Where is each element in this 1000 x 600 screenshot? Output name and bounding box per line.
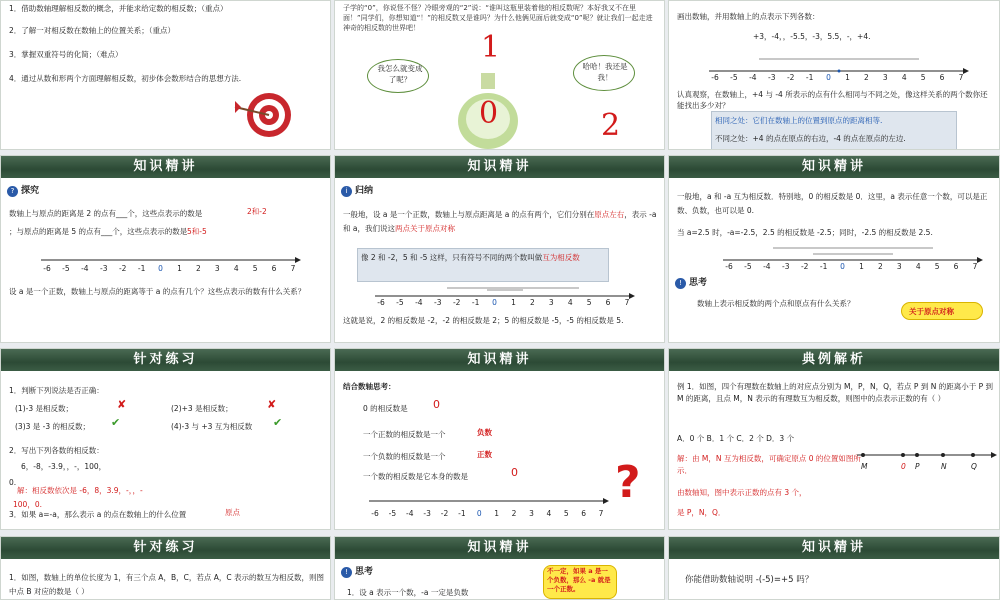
axis-tick-label: -4	[406, 509, 414, 518]
axis-tick-label: 2	[877, 262, 883, 271]
axis-tick-label: 4	[901, 73, 907, 82]
numbers-line: +3，-4，，-5.5，-3，5.5，-，+4.	[753, 32, 871, 41]
think-icon: !	[675, 278, 686, 289]
slide-practice-2[interactable]	[0, 536, 331, 600]
q1-a-mark: ✘	[117, 398, 127, 411]
bubble-left-text: 我怎么就变成了呢？	[377, 64, 423, 84]
axis-tick-label: -3	[100, 264, 108, 273]
slide-explain[interactable]	[668, 536, 1000, 600]
axis-tick-label: 6	[939, 73, 945, 82]
axis-tick-label: -2	[800, 262, 809, 271]
slide-draw-axis[interactable]	[668, 0, 1000, 150]
axis-tick-label: 1	[177, 264, 182, 273]
answer-1: 2和-2	[247, 207, 267, 216]
point-M: M	[861, 462, 868, 471]
diff-text: 不同之处：+4 的点在原点的右边，-4 的点在原点的左边.	[715, 134, 906, 143]
axis-tick-label: -5	[388, 509, 397, 518]
axis-tick-label: -2	[452, 298, 461, 307]
slide-header: 知识精讲	[335, 349, 664, 371]
axis-tick-label: 6	[271, 264, 277, 273]
summary-icon: i	[341, 186, 352, 197]
slide-header: 知识精讲	[669, 537, 999, 559]
question-1b: ；与原点的距离是 5 的点有___个，这些点表示的数是	[9, 227, 188, 236]
axis-tick-label: 2	[529, 298, 535, 307]
point-P: P	[915, 462, 920, 471]
axis-tick-label: -2	[440, 509, 449, 518]
axis-tick-label: -6	[377, 298, 385, 307]
axis-tick-label: 5	[252, 264, 258, 273]
think-question: 1．设 a 表示一个数，-a 一定是负数	[347, 588, 469, 597]
general-p1: 一般地，a 和 -a 互为相反数．特别地，0 的相反数是 0．这里，a 表示任意一个数，可以是正数、负数，也可以是 0.	[677, 192, 988, 215]
axis-tick-label: 2	[511, 509, 517, 518]
axis-intro: 画出数轴，并用数轴上的点表示下列各数：	[677, 12, 820, 21]
explain-question: 你能借助数轴说明 -(-5)=+5 吗？	[685, 575, 814, 585]
q1-a: (1)-3 是相反数；	[15, 404, 73, 413]
axis-tick-label: 0	[840, 262, 845, 271]
axis-tick-label: -3	[423, 509, 431, 518]
axis-tick-label: -2	[786, 73, 795, 82]
think-l3: 一个负数的相反数是一个	[363, 452, 446, 461]
axis-tick-label: -6	[43, 264, 51, 273]
slide-axis-think[interactable]	[334, 348, 665, 530]
story-text: 子学的“0”，你说怪不怪？冷眼旁观的“2”说：“谁叫这瓶里装着他的相反数呢？本好我又不在里面！”同学们，你想知道“！”的相反数又是谁吗？为什么他俩见面后就变成“0”呢？就让我们一起走进神奇的相反数的世界吧！	[343, 4, 653, 32]
axis-tick-label: 4	[567, 298, 573, 307]
big-one: 1	[481, 30, 501, 65]
axis-tick-label: -5	[62, 264, 70, 273]
axis-tick-label: 0	[826, 73, 831, 82]
axis-tick-label: 0	[158, 264, 163, 273]
big-zero: 0	[479, 96, 499, 131]
think-label: 思考	[689, 278, 708, 288]
axis-labels	[369, 509, 609, 519]
axis-tick-label: 1	[859, 262, 864, 271]
axis-tick-label: -1	[819, 262, 828, 271]
axis-labels	[375, 298, 635, 308]
q1-b: (2)+3 是相反数；	[171, 404, 233, 413]
axis-tick-label: 2	[863, 73, 869, 82]
solution-2: 由数轴知，图中表示正数的点有 3 个，	[677, 488, 807, 497]
slide-header: 知识精讲	[335, 537, 664, 559]
number-line	[369, 495, 609, 507]
slide-explore[interactable]	[0, 155, 331, 343]
summary-p2: 这就是说，2 的相反数是 -2，-2 的相反数是 2；5 的相反数是 -5，-5 的相反数是 5.	[343, 316, 624, 325]
summary-label: 归纳	[355, 186, 374, 196]
axis-tick-label: 3	[882, 73, 888, 82]
q1-c-mark: ✔	[111, 416, 121, 429]
slide-general[interactable]	[668, 155, 1000, 343]
target-icon	[231, 83, 291, 143]
summary-p1-red2: 两点关于原点对称	[394, 224, 455, 233]
point-0: 0	[901, 462, 906, 471]
axis-tick-label: -4	[763, 262, 771, 271]
objective-2: 2．了解一对相反数在数轴上的位置关系；（重点）	[9, 26, 176, 35]
q1-c: (3)3 是 -3 的相反数；	[15, 422, 91, 431]
general-p2: 当 a=2.5 时，-a=-2.5，2.5 的相反数是 -2.5；同时，-2.5 的相反数是 2.5.	[677, 228, 933, 237]
same-text: 相同之处：它们在数轴上的位置到原点的距离相等.	[715, 116, 883, 125]
axis-tick-label: 3	[529, 509, 534, 518]
axis-tick-label: -3	[782, 262, 790, 271]
axis-tick-label: -4	[749, 73, 757, 82]
axis-tick-label: 6	[953, 262, 959, 271]
summary-p1	[343, 208, 659, 236]
summary-p1-text: 一般地，设 a 是一个正数，数轴上与原点距离是 a 的点有两个，它们分别在	[343, 210, 595, 219]
solution-3: 是 P，N，Q．	[677, 508, 726, 517]
q1-d: (4)-3 与 +3 互为相反数	[171, 422, 253, 431]
point-N: N	[941, 462, 947, 471]
objective-4: 4．通过从数和形两个方面理解相反数，初步体会数形结合的思想方法.	[9, 74, 242, 83]
axis-tick-label: 5	[586, 298, 592, 307]
think-a3: 正数	[477, 450, 492, 459]
q2-stem: 2．写出下列各数的相反数：	[9, 446, 104, 455]
axis-labels	[41, 264, 301, 274]
objective-3: 3．掌握双重符号的化简；（难点）	[9, 50, 123, 59]
q3-stem: 3．如果 a=-a，那么表示 a 的点在数轴上的什么位置	[9, 510, 187, 519]
objective-1: 1．借助数轴理解相反数的概念，并能求给定数的相反数；（重点）	[9, 4, 228, 13]
q3-answer: 原点	[225, 508, 240, 517]
slide-story[interactable]	[334, 0, 665, 150]
axis-tick-label: 1	[511, 298, 516, 307]
axis-tick-label: -2	[118, 264, 127, 273]
slide-header: 知识精讲	[1, 156, 330, 178]
question-2: 设 a 是一个正数，数轴上与原点的距离等于 a 的点有几个？这些点表示的数有什么关系？	[9, 287, 306, 296]
question-mark-icon: ?	[615, 457, 641, 508]
axis-tick-label: -5	[730, 73, 738, 82]
big-two: 2	[601, 108, 621, 143]
axis-tick-label: 5	[563, 509, 569, 518]
answer-bubble-text: 不一定，如果 a 是一个负数，那么 -a 就是一个正数。	[547, 567, 611, 593]
think-a4: 0	[511, 466, 518, 479]
axis-tick-label: 7	[624, 298, 630, 307]
think-l2: 一个正数的相反数是一个	[363, 430, 446, 439]
practice-question: 1．如图，数轴上的单位长度为 1，有三个点 A，B，C，若点 A，C 表示的数互为相反数，则图中点 B 对应的数是（ ）	[9, 573, 324, 596]
q1-d-mark: ✔	[273, 416, 283, 429]
axis-tick-label: 4	[915, 262, 921, 271]
summary-p1-red: 原点左右	[594, 210, 625, 219]
definition-red: 互为相反数	[542, 253, 580, 262]
axis-tick-label: 4	[233, 264, 239, 273]
axis-tick-label: 0	[492, 298, 497, 307]
think-l4: 一个数的相反数是它本身的数是	[363, 472, 468, 481]
slide-header: 知识精讲	[335, 156, 664, 178]
slide-header: 针对练习	[1, 349, 330, 371]
axis-tick-label: -1	[458, 509, 466, 518]
axis-tick-label: -1	[471, 298, 480, 307]
answer-2: 5和-5	[187, 227, 207, 236]
q2-zero: 0.	[9, 478, 17, 487]
axis-tick-label: -6	[371, 509, 379, 518]
slide-header: 知识精讲	[669, 156, 999, 178]
axis-tick-label: -1	[137, 264, 146, 273]
slide-practice-1[interactable]	[0, 348, 331, 530]
axis-tick-label: 2	[195, 264, 201, 273]
slide-example[interactable]	[668, 348, 1000, 530]
axis-labels	[723, 262, 983, 272]
axis-tick-label: 7	[598, 509, 604, 518]
explore-label: 探究	[21, 186, 40, 196]
definition-text	[361, 252, 605, 263]
axis-tick-label: -4	[415, 298, 423, 307]
axis-tick-label: -5	[744, 262, 752, 271]
q2-numbers: 6，-8，-3.9，，-，100，	[21, 462, 107, 471]
think-l1: 0 的相反数是	[363, 404, 408, 413]
slide-header: 典例解析	[669, 349, 999, 371]
question-1: 数轴上与原点的距离是 2 的点有___个，这些点表示的数是	[9, 209, 203, 218]
think-question: 数轴上表示相反数的两个点和原点有什么关系？	[697, 299, 855, 308]
slide-objectives[interactable]	[0, 0, 331, 150]
axis-tick-label: 7	[972, 262, 978, 271]
definition-text-main: 像 2 和 -2，5 和 -5 这样，只有符号不同的两个数叫做	[361, 253, 543, 262]
bubble-right-text: 哈哈！我还是我！	[582, 62, 628, 82]
axis-tick-label: 1	[494, 509, 500, 518]
axis-tick-label: -1	[805, 73, 814, 82]
answer-tag-text: 关于原点对称	[909, 307, 954, 316]
axis-tick-label: 6	[581, 509, 586, 518]
axis-tick-label: 1	[845, 73, 850, 82]
think-a2: 负数	[477, 428, 492, 437]
explore-icon: ?	[7, 186, 18, 197]
axis-tick-label: 6	[605, 298, 611, 307]
axis-tick-label: 3	[548, 298, 554, 307]
axis-tick-label: 7	[958, 73, 964, 82]
example-text: 例 1．如图，四个有理数在数轴上的对应点分别为 M，P，N，Q，若点 P 到 N 的距离小于 P 到 M 的距离，且点 M，N 表示的有理数互为相反数，则图中的点表示正数的有（ ）	[677, 382, 994, 403]
axis-tick-label: 7	[290, 264, 296, 273]
axis-tick-label: -4	[81, 264, 89, 273]
axis-tick-label: 5	[934, 262, 940, 271]
axis-tick-label: 3	[214, 264, 220, 273]
q1-stem: 1．判断下列说法是否正确：	[9, 386, 104, 395]
axis-tick-label: -6	[725, 262, 733, 271]
q2-answer-2: 100，0.	[13, 500, 42, 509]
summary-p1b-text: ，表示 -a 和 a，我们说这	[343, 210, 657, 233]
think-icon: !	[341, 567, 352, 578]
solution-1: 解：由 M，N 互为相反数，可确定原点 0 的位置如图所示．	[677, 454, 861, 475]
slide-think-2[interactable]	[334, 536, 665, 600]
axis-tick-label: 0	[476, 509, 482, 518]
q1-b-mark: ✘	[267, 398, 277, 411]
slide-summary[interactable]	[334, 155, 665, 343]
example-choices: A．0 个 B．1 个 C．2 个 D．3 个	[677, 434, 795, 443]
point-Q: Q	[971, 462, 977, 471]
think-title: 结合数轴思考：	[343, 382, 396, 391]
axis-tick-label: 5	[920, 73, 926, 82]
axis-tick-label: -3	[768, 73, 776, 82]
observe-text: 认真观察，在数轴上，+4 与 -4 所表示的点有什么相同与不同之处，像这样关系的两个数你还能找出多少对？	[677, 90, 988, 110]
axis-tick-label: 4	[546, 509, 552, 518]
axis-labels	[709, 73, 969, 83]
axis-tick-label: 3	[896, 262, 902, 271]
slide-header: 针对练习	[1, 537, 330, 559]
think-a1: 0	[433, 398, 440, 411]
axis-tick-label: -5	[396, 298, 404, 307]
axis-tick-label: -3	[434, 298, 442, 307]
axis-tick-label: -6	[711, 73, 719, 82]
think-label: 思考	[355, 567, 374, 577]
q2-answer: 解：相反数依次是 -6，8，3.9，-，，-	[17, 486, 143, 495]
